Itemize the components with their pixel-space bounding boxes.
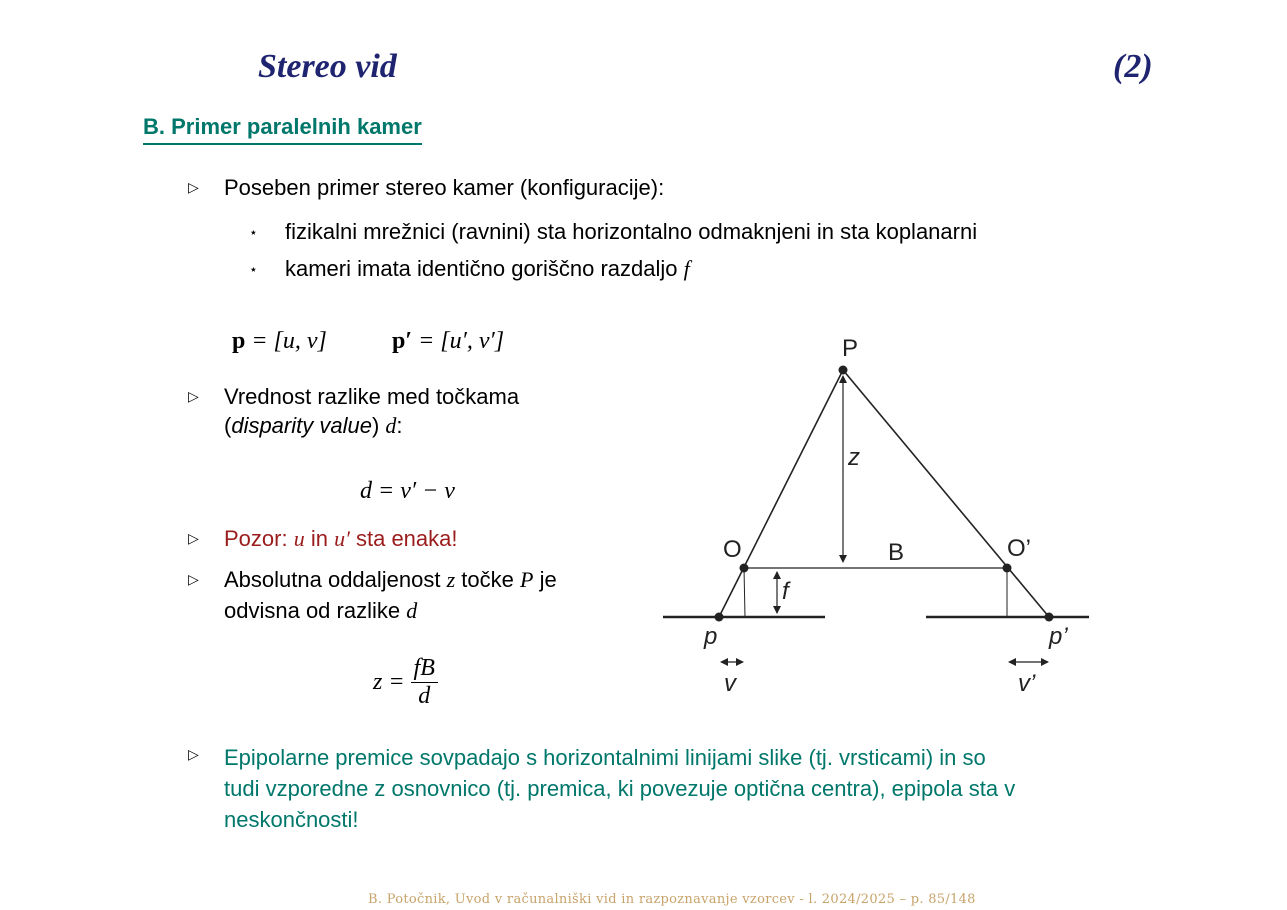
slide-title: Stereo vid (258, 48, 397, 85)
warning-pre: Pozor: (224, 526, 294, 551)
footer-citation: B. Potočnik, Uvod v računalniški vid in razpoznavanje vzorcev - l. 2024/2025 – p. 85/148 (368, 892, 976, 907)
equation-disparity: d = v′ − v (360, 478, 455, 504)
bullet-distance-line2 (224, 598, 417, 624)
fraction-denominator: d (418, 683, 431, 709)
epipolar-line1: Epipolarne premice sovpadajo s horizontalnimi linijami slike (tj. vrsticami) in so (224, 745, 986, 770)
label-z: z (848, 444, 860, 471)
label-p: p (704, 623, 718, 650)
label-f: f (782, 578, 789, 605)
point-p (715, 613, 724, 622)
section-heading: B. Primer paralelnih kamer (143, 114, 422, 145)
equation-depth-fraction (411, 655, 438, 710)
label-O-prime: O’ (1007, 535, 1031, 562)
label-B: B (888, 539, 905, 566)
distance-d: d (406, 598, 418, 623)
ray-left (719, 370, 843, 617)
bullet-triangle-icon: ▷ (188, 389, 199, 405)
disparity-var: d (385, 413, 397, 438)
label-O: O (723, 536, 742, 563)
equation-depth (373, 655, 438, 710)
epipolar-line2: tudi vzporedne z osnovnico (tj. premica, ki povezuje optična centra), epipola sta v (224, 776, 1016, 801)
distance-b: točke (455, 567, 520, 592)
parallel-cameras-diagram (650, 330, 1110, 710)
distance-z: z (446, 567, 456, 592)
left-optical-axis (744, 568, 745, 617)
bullet-warning (224, 526, 458, 552)
bullet-star-icon: ⋆ (249, 262, 258, 278)
bullet-triangle-icon: ▷ (188, 180, 199, 196)
distance-P: P (520, 567, 534, 592)
equation-p-symbol: p (232, 328, 246, 354)
distance-c: je (533, 567, 557, 592)
focal-length-text: kameri imata identično goriščno razdaljo (285, 256, 678, 281)
point-O-prime (1003, 564, 1012, 573)
bullet-disparity-line1: Vrednost razlike med točkama (224, 384, 520, 409)
bullet-triangle-icon: ▷ (188, 747, 199, 763)
bullet-triangle-icon: ▷ (188, 572, 199, 588)
warning-post: sta enaka! (349, 526, 458, 551)
distance-line2-text: odvisna od razlike (224, 598, 407, 623)
paren-close: ) (371, 413, 386, 438)
label-v: v (724, 670, 736, 697)
epipolar-line3: neskončnosti! (224, 807, 359, 832)
bullet-epipolar (224, 742, 1015, 835)
warning-u-prime: u′ (334, 526, 350, 551)
bullet-configuration: Poseben primer stereo kamer (konfiguracije): (224, 175, 665, 200)
disparity-italic: disparity value (231, 413, 372, 438)
fraction-numerator: fB (411, 655, 438, 683)
paren-open: ( (224, 413, 232, 438)
bullet-triangle-icon: ▷ (188, 531, 199, 547)
equation-pp-symbol: p′ (392, 328, 413, 354)
equation-p (232, 328, 327, 355)
point-O (740, 564, 749, 573)
bullet-disparity-line2 (224, 413, 403, 439)
focal-length-var: f (683, 256, 690, 281)
warning-mid: in (304, 526, 335, 551)
equation-p-prime (392, 328, 504, 355)
colon: : (396, 413, 403, 438)
equation-depth-lhs: z = (373, 669, 405, 695)
warning-u: u (293, 526, 305, 551)
equation-pp-rest: = [u′, v′] (412, 328, 505, 354)
ray-right (843, 370, 1049, 617)
sub-bullet-focal-length (285, 256, 690, 282)
distance-a: Absolutna oddaljenost (224, 567, 447, 592)
point-P (839, 366, 848, 375)
label-v-prime: v’ (1018, 670, 1036, 697)
sub-bullet-retinas: fizikalni mrežnici (ravnini) sta horizontalno odmaknjeni in sta koplanarni (285, 219, 978, 244)
label-p-prime: p’ (1049, 623, 1068, 650)
point-p-prime (1045, 613, 1054, 622)
equation-p-rest: = [u, v] (245, 328, 327, 354)
label-P: P (842, 335, 859, 362)
slide-number: (2) (1113, 48, 1153, 85)
bullet-star-icon: ⋆ (249, 225, 258, 241)
bullet-distance-line1 (224, 567, 557, 593)
